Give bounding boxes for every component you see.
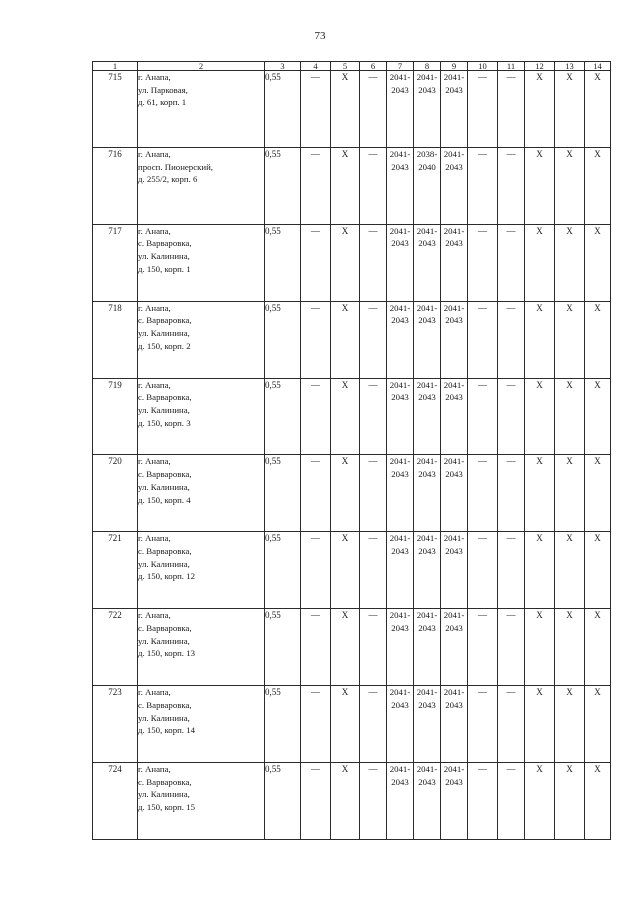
cell-col-13: X [555,455,585,532]
cell-col-6: — [360,532,387,609]
cell-col-14: X [585,378,611,455]
year-cell-col-9: 2041- 2043 [441,147,468,224]
cell-col-5: X [331,147,360,224]
cell-col-11: — [498,378,525,455]
year-cell-col-8: 2041- 2043 [414,301,441,378]
year-cell-col-8: 2041- 2043 [414,763,441,840]
cell-col-13: X [555,686,585,763]
cell-col-14: X [585,224,611,301]
column-header: 3 [265,62,301,71]
year-cell-col-9: 2041- 2043 [441,301,468,378]
table-row [93,301,611,378]
column-header: 6 [360,62,387,71]
register-table [92,61,611,840]
page-number: 73 [314,30,326,42]
cell-col-12: X [525,609,555,686]
cell-col-4: — [301,532,331,609]
address-cell: г. Анапа, ул. Парковая, д. 61, корп. 1 [138,71,265,148]
column-header: 5 [331,62,360,71]
cell-col-10: — [468,301,498,378]
cell-col-6: — [360,71,387,148]
cell-col-14: X [585,147,611,224]
cell-col-12: X [525,455,555,532]
table-row [93,71,611,148]
column-header: 1 [93,62,138,71]
table-row [93,455,611,532]
address-cell: г. Анапа, с. Варваровка, ул. Калинина, д. 150, корп. 1 [138,224,265,301]
cell-col-14: X [585,609,611,686]
year-cell-col-9: 2041- 2043 [441,686,468,763]
row-number: 721 [93,532,138,609]
cell-col-4: — [301,378,331,455]
cell-col-11: — [498,147,525,224]
cell-col-13: X [555,71,585,148]
year-cell-col-8: 2041- 2043 [414,224,441,301]
cell-col-6: — [360,147,387,224]
cell-col-5: X [331,455,360,532]
row-number: 715 [93,71,138,148]
rate-cell: 0,55 [265,763,301,840]
cell-col-5: X [331,301,360,378]
rate-cell: 0,55 [265,224,301,301]
cell-col-10: — [468,71,498,148]
row-number: 720 [93,455,138,532]
cell-col-14: X [585,686,611,763]
rate-cell: 0,55 [265,455,301,532]
cell-col-11: — [498,455,525,532]
cell-col-13: X [555,224,585,301]
address-cell: г. Анапа, с. Варваровка, ул. Калинина, д. 150, корп. 3 [138,378,265,455]
row-number: 719 [93,378,138,455]
column-header: 4 [301,62,331,71]
cell-col-13: X [555,532,585,609]
cell-col-6: — [360,455,387,532]
cell-col-11: — [498,301,525,378]
cell-col-6: — [360,224,387,301]
cell-col-13: X [555,147,585,224]
cell-col-14: X [585,455,611,532]
rate-cell: 0,55 [265,71,301,148]
cell-col-10: — [468,224,498,301]
year-cell-col-9: 2041- 2043 [441,763,468,840]
cell-col-6: — [360,686,387,763]
year-cell-col-7: 2041- 2043 [387,224,414,301]
cell-col-4: — [301,686,331,763]
column-header: 8 [414,62,441,71]
address-cell: г. Анапа, просп. Пионерский, д. 255/2, корп. 6 [138,147,265,224]
row-number: 718 [93,301,138,378]
address-cell: г. Анапа, с. Варваровка, ул. Калинина, д. 150, корп. 2 [138,301,265,378]
year-cell-col-9: 2041- 2043 [441,378,468,455]
year-cell-col-7: 2041- 2043 [387,378,414,455]
rate-cell: 0,55 [265,147,301,224]
cell-col-14: X [585,532,611,609]
table-row [93,609,611,686]
cell-col-5: X [331,686,360,763]
cell-col-10: — [468,378,498,455]
year-cell-col-9: 2041- 2043 [441,609,468,686]
year-cell-col-9: 2041- 2043 [441,455,468,532]
cell-col-12: X [525,763,555,840]
year-cell-col-9: 2041- 2043 [441,532,468,609]
year-cell-col-8: 2038- 2040 [414,147,441,224]
cell-col-4: — [301,763,331,840]
cell-col-4: — [301,455,331,532]
cell-col-10: — [468,763,498,840]
column-header: 9 [441,62,468,71]
table-row [93,147,611,224]
cell-col-10: — [468,532,498,609]
address-cell: г. Анапа, с. Варваровка, ул. Калинина, д. 150, корп. 13 [138,609,265,686]
column-header: 11 [498,62,525,71]
cell-col-12: X [525,686,555,763]
table-row [93,532,611,609]
year-cell-col-7: 2041- 2043 [387,455,414,532]
cell-col-12: X [525,147,555,224]
cell-col-6: — [360,378,387,455]
cell-col-14: X [585,71,611,148]
rate-cell: 0,55 [265,301,301,378]
year-cell-col-9: 2041- 2043 [441,224,468,301]
cell-col-12: X [525,378,555,455]
cell-col-5: X [331,532,360,609]
cell-col-10: — [468,455,498,532]
cell-col-4: — [301,301,331,378]
cell-col-11: — [498,763,525,840]
year-cell-col-8: 2041- 2043 [414,532,441,609]
address-cell: г. Анапа, с. Варваровка, ул. Калинина, д. 150, корп. 12 [138,532,265,609]
cell-col-11: — [498,224,525,301]
cell-col-6: — [360,609,387,686]
year-cell-col-7: 2041- 2043 [387,609,414,686]
column-header: 2 [138,62,265,71]
cell-col-5: X [331,378,360,455]
cell-col-13: X [555,609,585,686]
table-row [93,378,611,455]
year-cell-col-7: 2041- 2043 [387,71,414,148]
cell-col-14: X [585,763,611,840]
cell-col-5: X [331,763,360,840]
cell-col-11: — [498,609,525,686]
year-cell-col-8: 2041- 2043 [414,609,441,686]
cell-col-12: X [525,224,555,301]
address-cell: г. Анапа, с. Варваровка, ул. Калинина, д. 150, корп. 4 [138,455,265,532]
cell-col-13: X [555,301,585,378]
cell-col-12: X [525,301,555,378]
cell-col-6: — [360,763,387,840]
address-cell: г. Анапа, с. Варваровка, ул. Калинина, д. 150, корп. 14 [138,686,265,763]
cell-col-11: — [498,532,525,609]
cell-col-4: — [301,224,331,301]
cell-col-10: — [468,609,498,686]
cell-col-12: X [525,532,555,609]
cell-col-13: X [555,763,585,840]
cell-col-10: — [468,147,498,224]
cell-col-10: — [468,686,498,763]
column-header: 12 [525,62,555,71]
year-cell-col-8: 2041- 2043 [414,455,441,532]
year-cell-col-7: 2041- 2043 [387,301,414,378]
table-row [93,763,611,840]
cell-col-4: — [301,609,331,686]
column-header: 7 [387,62,414,71]
rate-cell: 0,55 [265,378,301,455]
year-cell-col-8: 2041- 2043 [414,686,441,763]
year-cell-col-7: 2041- 2043 [387,686,414,763]
cell-col-4: — [301,71,331,148]
column-header: 13 [555,62,585,71]
cell-col-13: X [555,378,585,455]
cell-col-11: — [498,686,525,763]
row-number: 724 [93,763,138,840]
table-row [93,686,611,763]
year-cell-col-7: 2041- 2043 [387,532,414,609]
cell-col-5: X [331,224,360,301]
column-header: 10 [468,62,498,71]
cell-col-14: X [585,301,611,378]
row-number: 717 [93,224,138,301]
address-cell: г. Анапа, с. Варваровка, ул. Калинина, д. 150, корп. 15 [138,763,265,840]
table-body [93,71,611,840]
column-header: 14 [585,62,611,71]
row-number: 722 [93,609,138,686]
cell-col-11: — [498,71,525,148]
cell-col-6: — [360,301,387,378]
cell-col-12: X [525,71,555,148]
row-number: 716 [93,147,138,224]
cell-col-5: X [331,71,360,148]
rate-cell: 0,55 [265,686,301,763]
rate-cell: 0,55 [265,532,301,609]
year-cell-col-8: 2041- 2043 [414,378,441,455]
year-cell-col-7: 2041- 2043 [387,763,414,840]
year-cell-col-8: 2041- 2043 [414,71,441,148]
rate-cell: 0,55 [265,609,301,686]
row-number: 723 [93,686,138,763]
cell-col-4: — [301,147,331,224]
year-cell-col-7: 2041- 2043 [387,147,414,224]
table-row [93,224,611,301]
cell-col-5: X [331,609,360,686]
year-cell-col-9: 2041- 2043 [441,71,468,148]
header-row [93,62,611,71]
